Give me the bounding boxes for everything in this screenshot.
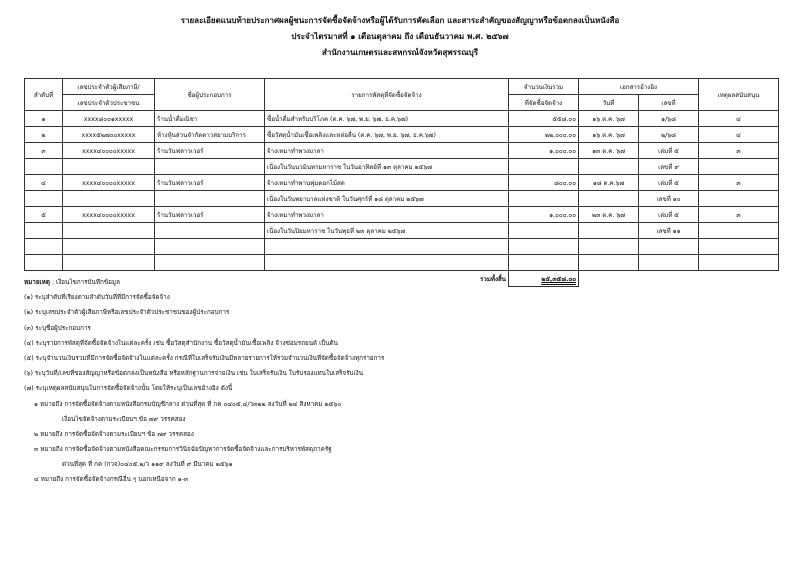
document-subtitle-office: สำนักงานเกษตรและสหกรณ์จังหวัดสุพรรณบุรี <box>321 48 479 57</box>
header-vendor: ชื่อผู้ประกอบการ <box>155 79 265 111</box>
table-row <box>25 175 779 191</box>
cell-num: ๒/๖๘ <box>639 127 699 143</box>
note-sub-line: ๓ หมายถึง การจัดซื้อจัดจ้างตามหนังสือคณะกรรมการวินิจฉัยปัญหาการจัดซื้อจัดจ้างและการบริหารพัสดุภาครัฐ <box>34 446 332 454</box>
cell-num: เล่มที่ ๕ <box>639 207 699 223</box>
cell-num: เลขที่ ๙ <box>639 159 699 175</box>
table-row <box>25 111 779 127</box>
cell-num: เลขที่ ๑๑ <box>639 223 699 239</box>
cell-amount <box>509 191 579 207</box>
cell-reason <box>699 191 779 207</box>
cell-amount: ๘๐๐.๐๐ <box>509 175 579 191</box>
cell-seq: ๑ <box>25 111 63 127</box>
cell-seq <box>25 255 63 271</box>
cell-amount <box>509 159 579 175</box>
cell-seq <box>25 159 63 175</box>
cell-taxid: xxxx๕๒๗๐๐xxxxx <box>63 127 155 143</box>
note-line: (๖) ระบุวันที่/เลขที่ของสัญญาหรือข้อตกลงเป็นหนังสือ หรือหลักฐานการจ่ายเงิน เช่น ใบเสร็จรับเงิน ใบรับรองแทนใบเสร็จรับเงิน <box>24 370 364 378</box>
cell-taxid <box>63 223 155 239</box>
cell-date <box>579 159 639 175</box>
cell-vendor: ร้านวันฟลาวเวอร์ <box>155 207 265 223</box>
cell-desc: ซื้อน้ำดื่มสำหรับบริโภค (ต.ค. ๖๗, พ.ย. ๖๗, ธ.ค.๖๗) <box>265 111 509 127</box>
document-title: รายละเอียดแนบท้ายประกาศผลผู้ชนะการจัดซื้อจัดจ้างหรือผู้ได้รับการคัดเลือก และสาระสำคัญของสัญญาหรือข้อตกลงเป็นหนังสือ <box>180 16 620 25</box>
cell-reason: ๓ <box>699 207 779 223</box>
cell-reason <box>699 255 779 271</box>
cell-date <box>579 191 639 207</box>
note-sub-line: ๔ หมายถึง การจัดซื้อจัดจ้างกรณีอื่น ๆ นอกเหนือจาก ๑-๓ <box>34 476 189 484</box>
total-value: ๒๕,๓๕๘.๐๐ <box>541 275 576 283</box>
cell-desc: จ้างเหมาทำพวงมาลา <box>265 143 509 159</box>
cell-num: เลขที่ ๑๐ <box>639 191 699 207</box>
cell-vendor <box>155 159 265 175</box>
cell-seq <box>25 191 63 207</box>
cell-taxid: xxxx๔๐๐๐๐xxxxx <box>63 175 155 191</box>
header-date: วันที่ <box>579 95 639 111</box>
cell-date: ๒๓ ต.ค. ๖๗ <box>579 207 639 223</box>
cell-reason: ๓ <box>699 175 779 191</box>
header-reason: เหตุผลสนับสนุน <box>699 79 779 111</box>
header-number: เลขที่ <box>639 95 699 111</box>
cell-reason: ๓ <box>699 143 779 159</box>
cell-taxid <box>63 255 155 271</box>
total-label: รวมทั้งสิ้น <box>480 275 506 283</box>
cell-amount <box>509 255 579 271</box>
cell-vendor: ร้านวันฟลาวเวอร์ <box>155 143 265 159</box>
cell-amount: ๑,๐๐๐.๐๐ <box>509 143 579 159</box>
cell-desc: ซื้อวัสดุน้ำมันเชื้อเพลิงและหล่อลื่น (ต.ค. ๖๗, พ.ย. ๖๗, ธ.ค.๖๗) <box>265 127 509 143</box>
cell-reason: ๔ <box>699 127 779 143</box>
cell-seq: ๔ <box>25 175 63 191</box>
cell-vendor <box>155 239 265 255</box>
note-line: (๗) ระบุเหตุผลสนับสนุนในการจัดซื้อจัดจ้างนั้น โดยให้ระบุเป็นเลขอ้างอิง ดังนี้ <box>24 385 233 393</box>
cell-date: ๑๓ ต.ค. ๖๗ <box>579 143 639 159</box>
header-ref-doc: เอกสารอ้างอิง <box>579 79 699 95</box>
cell-date: ๑๘ ต.ค.๖๗ <box>579 175 639 191</box>
cell-num <box>639 255 699 271</box>
cell-taxid: xxxx๘๐๐๑xxxxx <box>63 111 155 127</box>
table-row <box>25 207 779 223</box>
cell-date <box>579 255 639 271</box>
cell-amount <box>509 223 579 239</box>
cell-reason <box>699 159 779 175</box>
cell-desc: เนื่องในวันนวมินทรมหาราช ในวันอาทิตย์ที่ ๑๓ ตุลาคม ๒๕๖๗ <box>265 159 509 175</box>
note-line: (๓) ระบุชื่อผู้ประกอบการ <box>24 324 91 332</box>
cell-desc: จ้างเหมาทำพวงมาลา <box>265 207 509 223</box>
cell-date <box>579 223 639 239</box>
notes-heading-rest: : เงื่อนไขการบันทึกข้อมูล <box>49 279 120 286</box>
note-line: (๔) ระบุรายการพัสดุที่จัดซื้อจัดจ้างในแต่ละครั้ง เช่น ซื้อวัสดุสำนักงาน ซื้อวัสดุน้ำมันเชื้อเพลิง จ้างซ่อมรถยนต์ เป็นต้น <box>24 339 338 347</box>
cell-reason: ๔ <box>699 111 779 127</box>
cell-seq: ๕ <box>25 207 63 223</box>
cell-amount: ๒๒,๐๐๐.๐๐ <box>509 127 579 143</box>
note-sub-line: ๒ หมายถึง การจัดซื้อจัดจ้างตามระเบียบฯ ข้อ ๗๙ วรรคสอง <box>34 430 194 438</box>
cell-taxid <box>63 159 155 175</box>
table-row <box>25 239 779 255</box>
note-line: (๑) ระบุลำดับที่เรียงตามลำดับวันที่ที่มีการจัดซื้อจัดจ้าง <box>24 294 170 302</box>
cell-seq <box>25 239 63 255</box>
header-amount-line1: จำนวนเงินรวม <box>509 79 579 95</box>
notes-heading: หมายเหตุ <box>24 279 50 286</box>
note-sub-line: ด่วนที่สุด ที่ กค (กวจ)๐๔๐๕.๒/ว ๑๑๙ ลงวันที่ ๙ มีนาคม ๒๕๖๑ <box>62 461 233 469</box>
cell-desc: จ้างเหมาทำพานพุ่มดอกไม้สด <box>265 175 509 191</box>
notes-section <box>24 277 784 490</box>
note-line: (๒) ระบุเลขประจำตัวผู้เสียภาษีหรือเลขประจำตัวประชาชนของผู้ประกอบการ <box>24 309 230 317</box>
header-seq: ลำดับที่ <box>25 79 63 111</box>
document-subtitle-quarter: ประจำไตรมาสที่ ๑ เดือนตุลาคม ถึง เดือนธันวาคม พ.ศ. ๒๕๖๗ <box>291 32 509 41</box>
cell-date: ๑๖ ต.ค. ๖๗ <box>579 127 639 143</box>
cell-seq: ๓ <box>25 143 63 159</box>
cell-num: เล่มที่ ๕ <box>639 143 699 159</box>
header-taxid-line1: เลขประจำตัวผู้เสียภาษี/ <box>63 79 155 95</box>
cell-amount <box>509 239 579 255</box>
cell-desc <box>265 255 509 271</box>
cell-vendor <box>155 255 265 271</box>
cell-seq: ๒ <box>25 127 63 143</box>
cell-taxid <box>63 191 155 207</box>
table-row <box>25 255 779 271</box>
note-sub-line: เงื่อนไขจัดจ้างตามระเบียบฯ ข้อ ๗๙ วรรคสอง <box>62 415 186 423</box>
table-row <box>25 143 779 159</box>
table-row <box>25 191 779 207</box>
cell-reason <box>699 239 779 255</box>
cell-num: ๑/๖๘ <box>639 111 699 127</box>
cell-reason <box>699 223 779 239</box>
note-sub-line: ๑ หมายถึง การจัดซื้อจัดจ้างตามหนังสือกรมบัญชีกลาง ด่วนที่สุด ที่ กค ๐๔๐๕.๔/ว๓๒๒ ลงวันที่ ๒๔ สิงหาคม ๒๕๖๐ <box>34 400 342 408</box>
cell-taxid <box>63 239 155 255</box>
cell-date <box>579 239 639 255</box>
procurement-table <box>24 78 779 287</box>
cell-vendor <box>155 191 265 207</box>
cell-num: เล่มที่ ๕ <box>639 175 699 191</box>
table-row <box>25 159 779 175</box>
cell-desc: เนื่องในวันปิยมหาราช ในวันพุธที่ ๒๓ ตุลาคม ๒๕๖๗ <box>265 223 509 239</box>
header-taxid-line2: เลขประจำตัวประชาชน <box>63 95 155 111</box>
cell-date: ๑๖ ต.ค. ๖๗ <box>579 111 639 127</box>
table-row <box>25 127 779 143</box>
cell-vendor <box>155 223 265 239</box>
cell-seq <box>25 223 63 239</box>
cell-amount: ๑,๐๐๐.๐๐ <box>509 207 579 223</box>
header-amount-line2: ที่จัดซื้อจัดจ้าง <box>509 95 579 111</box>
cell-vendor: ห้างหุ้นส่วนจำกัดดาวสยามบริการ <box>155 127 265 143</box>
cell-desc <box>265 239 509 255</box>
cell-taxid: xxxx๔๐๐๐๐xxxxx <box>63 143 155 159</box>
cell-taxid: xxxx๔๐๐๐๐xxxxx <box>63 207 155 223</box>
header-description: รายการพัสดุที่จัดซื้อจัดจ้าง <box>265 79 509 111</box>
table-row <box>25 223 779 239</box>
cell-amount: ๕๕๘.๐๐ <box>509 111 579 127</box>
cell-desc: เนื่องในวันพยาบาลแห่งชาติ ในวันศุกร์ที่ ๑๘ ตุลาคม ๒๕๖๗ <box>265 191 509 207</box>
notes-heading-line <box>24 277 784 292</box>
cell-vendor: ร้านน้ำดื่มณิชา <box>155 111 265 127</box>
cell-num <box>639 239 699 255</box>
cell-vendor: ร้านวันฟลาวเวอร์ <box>155 175 265 191</box>
note-line: (๕) ระบุจำนวนเงินรวมที่มีการจัดซื้อจัดจ้างในแต่ละครั้ง กรณีที่ใบเสร็จรับเงินมีหลายรายการให้รวมจำนวนเงินที่จัดซื้อจัดจ้างทุกรายการ <box>24 354 385 362</box>
